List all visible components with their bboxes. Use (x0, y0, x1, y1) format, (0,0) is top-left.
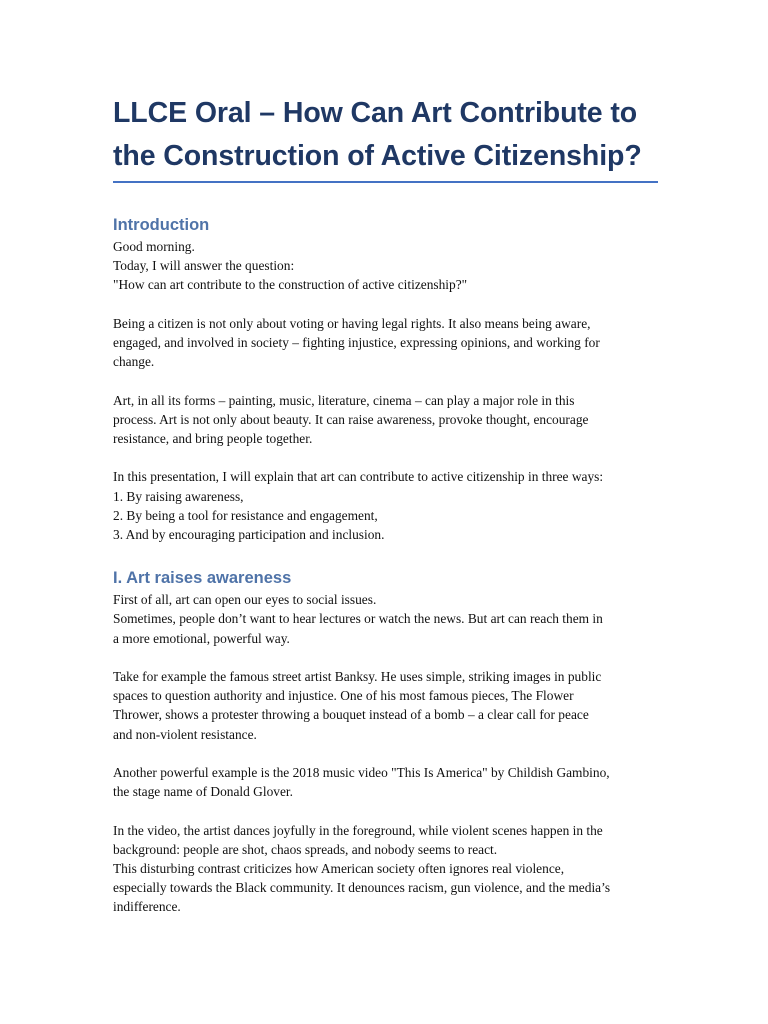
text-line: "How can art contribute to the construction of active citizenship?" (113, 277, 468, 293)
text-line: In the video, the artist dances joyfully in the foreground, while violent scenes happen in the (113, 822, 603, 838)
text-line: First of all, art can open our eyes to social issues. (113, 592, 377, 608)
text-line: background: people are shot, chaos spreads, and nobody seems to react. (113, 841, 498, 857)
paragraph (113, 391, 658, 449)
list-item: 1. By raising awareness, (113, 488, 244, 504)
list-item: 3. And by encouraging participation and inclusion. (113, 527, 385, 542)
text-line: Sometimes, people don’t want to hear lectures or watch the news. But art can reach them in (113, 611, 603, 627)
document-title (113, 92, 658, 183)
text-line: Thrower, shows a protester throwing a bouquet instead of a bomb – a clear call for peace (113, 707, 589, 723)
text-line: Being a citizen is not only about voting or having legal rights. It also means being aware, (113, 315, 591, 331)
text-line: Today, I will answer the question: (113, 258, 295, 274)
document-page (113, 92, 658, 917)
text-line: the stage name of Donald Glover. (113, 784, 293, 800)
paragraph (113, 667, 658, 744)
text-line: Good morning. (113, 239, 195, 254)
section-heading: I. Art raises awareness (113, 569, 292, 588)
list-item: 2. By being a tool for resistance and engagement, (113, 507, 378, 523)
text-line: In this presentation, I will explain that art can contribute to active citizenship in three ways: (113, 469, 604, 485)
paragraph (113, 314, 658, 372)
text-line: resistance, and bring people together. (113, 431, 313, 446)
text-line: and non-violent resistance. (113, 726, 257, 742)
text-line: spaces to question authority and injustice. One of his most famous pieces, The Flower (113, 688, 574, 704)
text-line: a more emotional, powerful way. (113, 630, 290, 646)
text-line: especially towards the Black community. It denounces racism, gun violence, and the media’s (113, 880, 611, 896)
text-line: indifference. (113, 899, 181, 915)
paragraph (113, 467, 658, 544)
title-line: the Construction of Active Citizenship? (113, 140, 642, 172)
text-line: engaged, and involved in society – fighting injustice, expressing opinions, and working for (113, 335, 600, 350)
text-line: This disturbing contrast criticizes how American society often ignores real violence, (113, 861, 565, 876)
text-line: Another powerful example is the 2018 music video "This Is America" by Childish Gambino, (113, 765, 610, 780)
paragraph (113, 763, 658, 801)
text-line: Take for example the famous street artist Banksy. He uses simple, striking images in public (113, 669, 602, 684)
paragraph (113, 590, 658, 648)
introduction-heading: Introduction (113, 216, 210, 234)
title-line: LLCE Oral – How Can Art Contribute to (113, 97, 638, 129)
text-line: process. Art is not only about beauty. It can raise awareness, provoke thought, encourage (113, 411, 589, 427)
paragraph (113, 237, 658, 295)
paragraph (113, 821, 658, 917)
text-line: change. (113, 354, 155, 370)
text-line: Art, in all its forms – painting, music, literature, cinema – can play a major role in this (113, 392, 575, 408)
